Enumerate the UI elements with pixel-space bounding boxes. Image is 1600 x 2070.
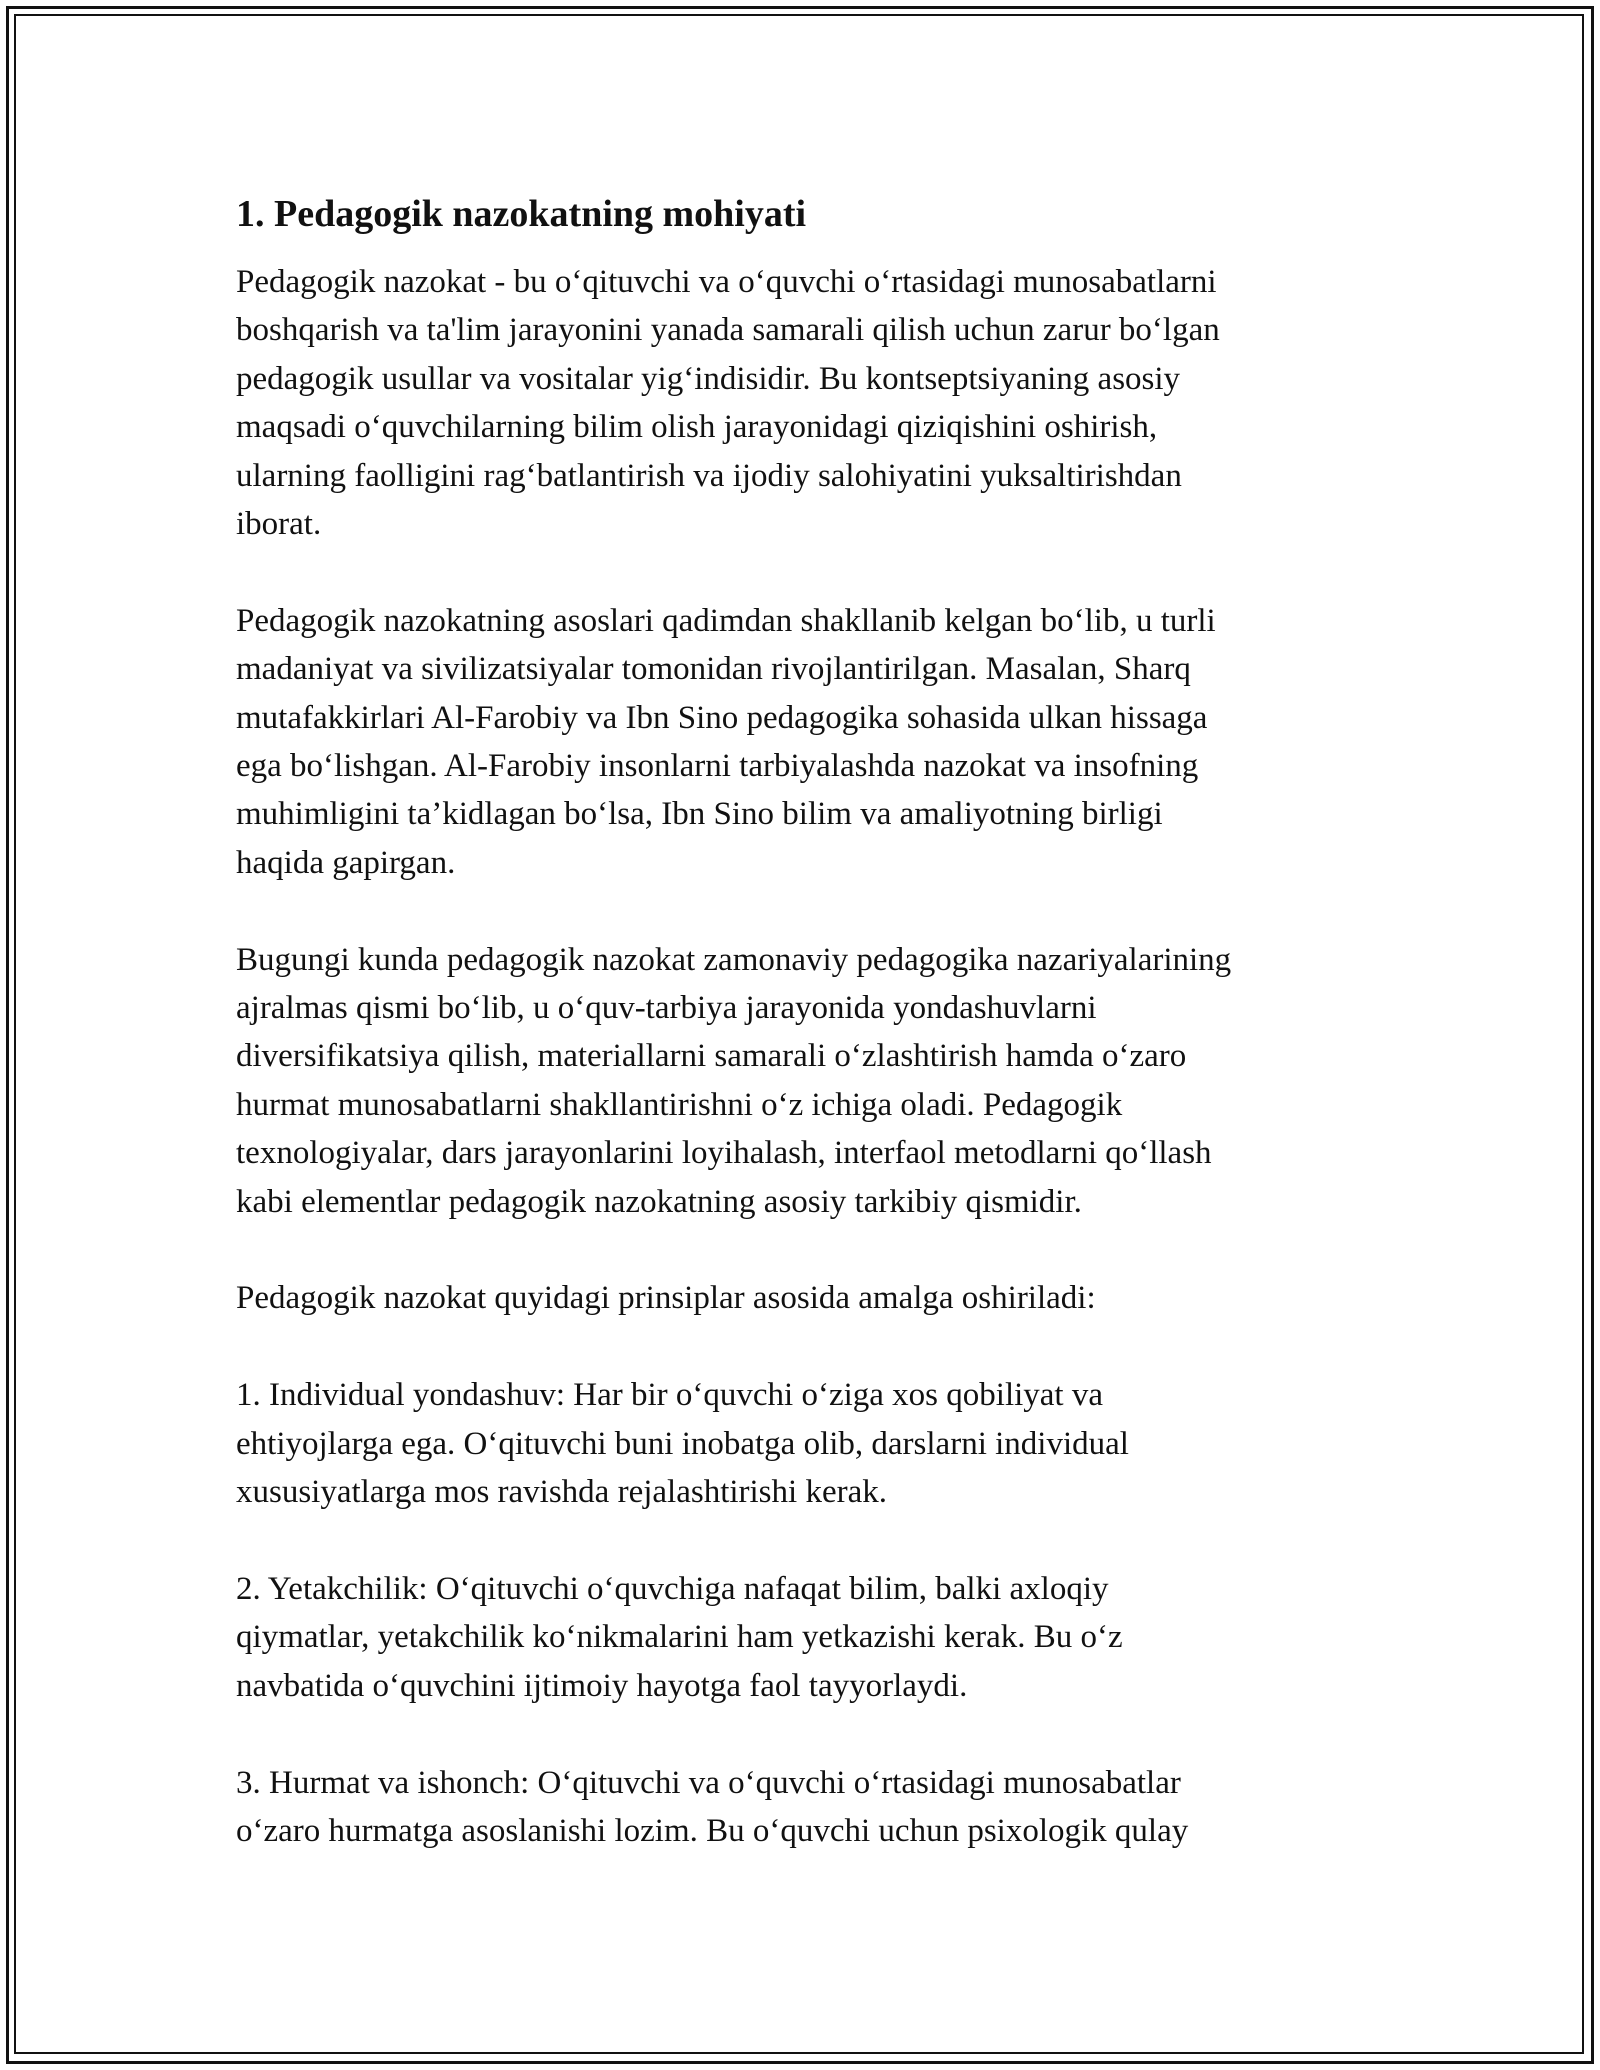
list-item-leadership: 2. Yetakchilik: O‘qituvchi o‘quvchiga nafaqat bilim, balki axloqiy qiymatlar, yetakchilik ko‘nikmalarini ham yetkazishi kerak. Bu o‘z navbatida o‘quvchini ijtimoiy hayotga faol tayyorlaydi.: [236, 1570, 1123, 1704]
paragraph-modern: Bugungi kunda pedagogik nazokat zamonaviy pedagogika nazariyalarining ajralmas qismi bo‘lib, u o‘quv-tarbiya jarayonida yondashuvlarni diversifikatsiya qilish, materiallarni samarali o‘zlashtirish hamda o‘zaro hurmat munosabatlarni shakllantirishni o‘z ichiga oladi. Pedagogik texnologiyalar, dars jarayonlarini loyihalash, interfaol metodlarni qo‘llash kabi elementlar pedagogik nazokatning asosiy tarkibiy qismidir.: [236, 941, 1232, 1220]
document-body: [236, 186, 1376, 1855]
list-item-individual-approach: 1. Individual yondashuv: Har bir o‘quvchi o‘ziga xos qobiliyat va ehtiyojlarga ega. O‘qituvchi buni inobatga olib, darslarni individual xususiyatlarga mos ravishda rejalashtirishi kerak.: [236, 1377, 1129, 1511]
paragraph-principles-intro: Pedagogik nazokat quyidagi prinsiplar asosida amalga oshiriladi:: [236, 1280, 1096, 1317]
paragraph-definition: Pedagogik nazokat - bu o‘qituvchi va o‘quvchi o‘rtasidagi munosabatlarni boshqarish va ta'lim jarayonini yanada samarali qilish uchun zarur bo‘lgan pedagogik usullar va vositalar yig‘indisidir. Bu kontseptsiyaning asosiy maqsadi o‘quvchilarning bilim olish jarayonidagi qiziqishini oshirish, ularning faolligini rag‘batlantirish va ijodiy salohiyatini yuksaltirishdan iborat.: [236, 264, 1220, 543]
paragraph-history: Pedagogik nazokatning asoslari qadimdan shakllanib kelgan bo‘lib, u turli madaniyat va sivilizatsiyalar tomonidan rivojlantirilgan. Masalan, Sharq mutafakkirlari Al-Farobiy va Ibn Sino pedagogika sohasida ulkan hissaga ega bo‘lishgan. Al-Farobiy insonlarni tarbiyalashda nazokat va insofning muhimligini ta’kidlagan bo‘lsa, Ibn Sino bilim va amaliyotning birligi haqida gapirgan.: [236, 602, 1216, 881]
section-heading: 1. Pedagogik nazokatning mohiyati: [236, 193, 807, 235]
list-item-respect-trust: 3. Hurmat va ishonch: O‘qituvchi va o‘quvchi o‘rtasidagi munosabatlar o‘zaro hurmatga asoslanishi lozim. Bu o‘quvchi uchun psixologik qulay: [236, 1764, 1189, 1849]
